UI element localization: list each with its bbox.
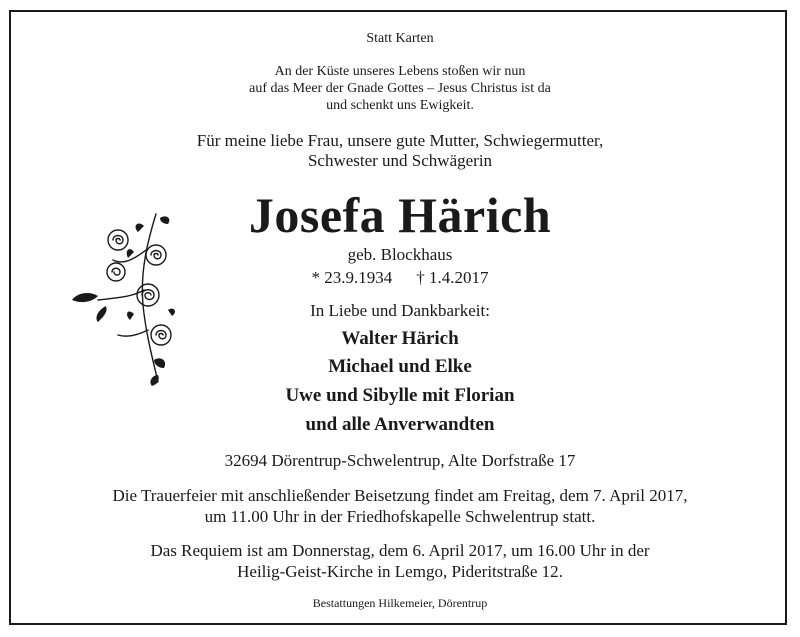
deceased-name: Josefa Härich: [248, 187, 552, 243]
maiden-name: geb. Blockhaus: [347, 245, 453, 264]
mourner-name: Walter Härich: [341, 328, 459, 349]
poem-line-3: und schenkt uns Ewigkeit.: [326, 98, 474, 113]
mourner-name: Uwe und Sibylle mit Florian: [285, 385, 515, 406]
poem-line-2: auf das Meer der Gnade Gottes – Jesus Christus ist da: [249, 81, 551, 96]
funeral-line-2: um 11.00 Uhr in der Friedhofskapelle Schwelentrup statt.: [204, 507, 596, 526]
rose: [151, 325, 171, 345]
requiem-line-2: Heilig-Geist-Kirche in Lemgo, Pideritstraße 12.: [237, 562, 563, 581]
mourners-intro: In Liebe und Dankbarkeit:: [310, 301, 490, 320]
intro-line-1: Für meine liebe Frau, unsere gute Mutter, Schwiegermutter,: [196, 131, 604, 150]
rose: [137, 284, 159, 306]
death-date: † 1.4.2017: [416, 268, 489, 287]
funeral-line-1: Die Trauerfeier mit anschließender Beisetzung findet am Freitag, dem 7. April 2017,: [112, 486, 688, 505]
address: 32694 Dörentrup-Schwelentrup, Alte Dorfstraße 17: [224, 451, 576, 470]
mourner-name: Michael und Elke: [328, 356, 472, 377]
rose: [108, 230, 128, 250]
rose: [107, 263, 125, 281]
rose-branch-icon: [68, 210, 178, 390]
mourner-name: und alle Anverwandten: [305, 414, 495, 435]
poem-line-1: An der Küste unseres Lebens stoßen wir nun: [274, 64, 526, 79]
undertaker: Bestattungen Hilkemeier, Dörentrup: [312, 596, 488, 610]
requiem-line-1: Das Requiem ist am Donnerstag, dem 6. April 2017, um 16.00 Uhr in der: [150, 541, 650, 560]
birth-date: * 23.9.1934: [311, 268, 393, 287]
rose: [146, 245, 166, 265]
statt-karten: Statt Karten: [366, 31, 434, 46]
intro-line-2: Schwester und Schwägerin: [307, 151, 493, 170]
